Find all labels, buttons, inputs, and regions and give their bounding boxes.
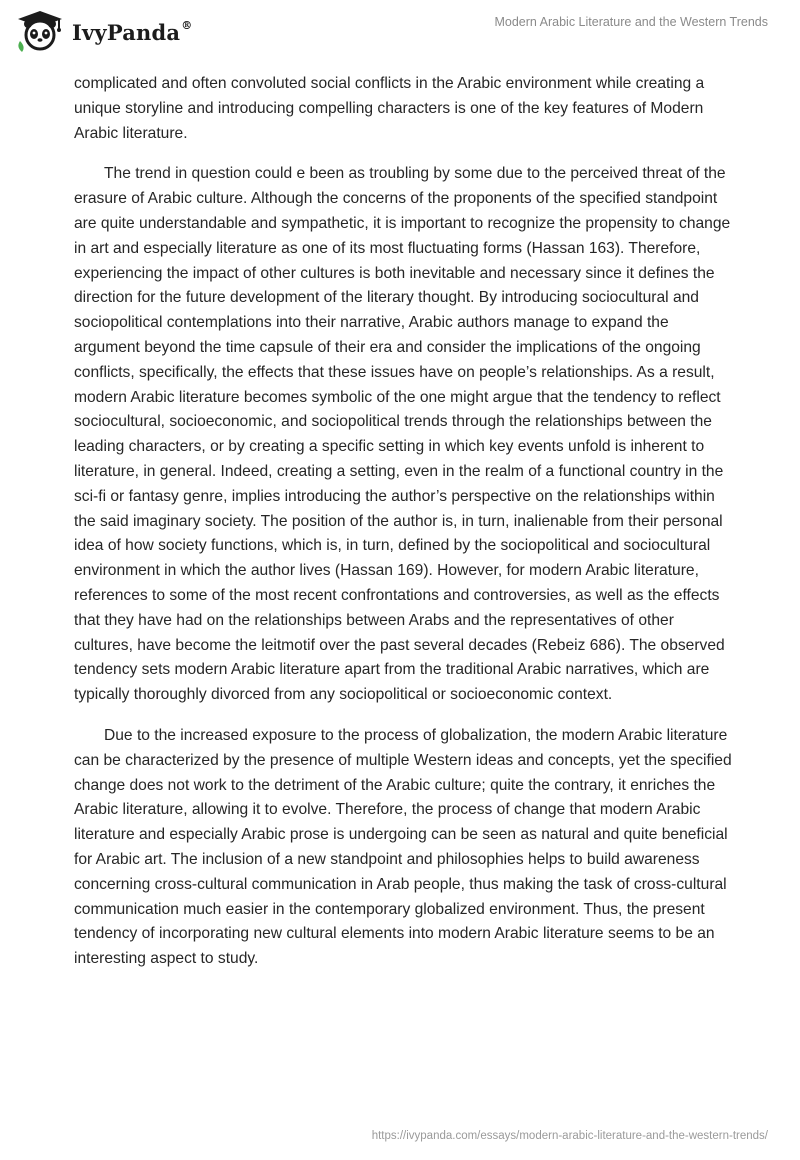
document-title: Modern Arabic Literature and the Western Trends (494, 15, 768, 29)
essay-paragraph: complicated and often convoluted social conflicts in the Arabic environment while creating a unique storyline and introducing compelling characters is one of the key features of Modern Arabic literature. (74, 75, 705, 142)
essay-paragraph: Due to the increased exposure to the process of globalization, the modern Arabic literature can be characterized by the presence of multiple Western ideas and concepts, yet the specified change does not work to the detriment of the Arabic culture; quite the contrary, it enriches the Arabic literature, allowing it to evolve. Therefore, the process of change that modern Arabic literature and especially Arabic prose is undergoing can be seen as natural and quite beneficial for Arabic art. The inclusion of a new standpoint and philosophies helps to build awareness concerning cross-cultural communication in Arab people, thus making the task of cross-cultural communication much easier in the contemporary globalized environment. Thus, the present tendency of incorporating new cultural elements into modern Arabic literature seems to be an interesting aspect to study. (74, 726, 732, 968)
brand-logo[interactable] (14, 9, 192, 53)
brand-name: IvyPanda® (72, 18, 193, 45)
source-url[interactable]: https://ivypanda.com/essays/modern-arabic-literature-and-the-western-trends/ (371, 1130, 768, 1142)
panda-graduate-icon (14, 9, 66, 53)
essay-paragraph: The trend in question could e been as troubling by some due to the perceived threat of the erasure of Arabic culture. Although the concerns of the proponents of the specified standpoint are quite understandable and sympathetic, it is important to recognize the propensity to change in art and especially literature as one of its most fluctuating forms (Hassan 163). Therefore, experiencing the impact of other cultures is both inevitable and necessary since it defines the direction for the future development of the literary thought. By introducing sociocultural and sociopolitical contemplations into their narrative, Arabic authors manage to expand the argument beyond the time capsule of their era and consider the implications of the ongoing conflicts, specifically, the effects that these issues have on people’s relationships. As a result, modern Arabic literature becomes symbolic of the one might argue that the tendency to reflect sociocultural, socioeconomic, and sociopolitical trends through the relationships between the leading characters, or by creating a specific setting in which key events unfold is inherent to literature, in general. Indeed, creating a setting, even in the realm of a functional country in the sci-fi or fantasy genre, implies introducing the author’s perspective on the relationships within the said imaginary society. The position of the author is, in turn, inalienable from their personal idea of how society functions, which is, in turn, defined by the sociopolitical and sociocultural environment in which the author lives (Hassan 169). However, for modern Arabic literature, references to some of the most recent confrontations and controversies, as well as the effects that they have had on the relationships between Arabs and the representatives of other cultures, have become the leitmotif over the past several decades (Rebeiz 686). The observed tendency sets modern Arabic literature apart from the traditional Arabic narratives, which are typically thoroughly divorced from any sociopolitical or socioeconomic context. (74, 165, 731, 704)
page-header (0, 0, 800, 70)
registered-mark: ® (181, 18, 193, 32)
essay-body (74, 72, 734, 988)
